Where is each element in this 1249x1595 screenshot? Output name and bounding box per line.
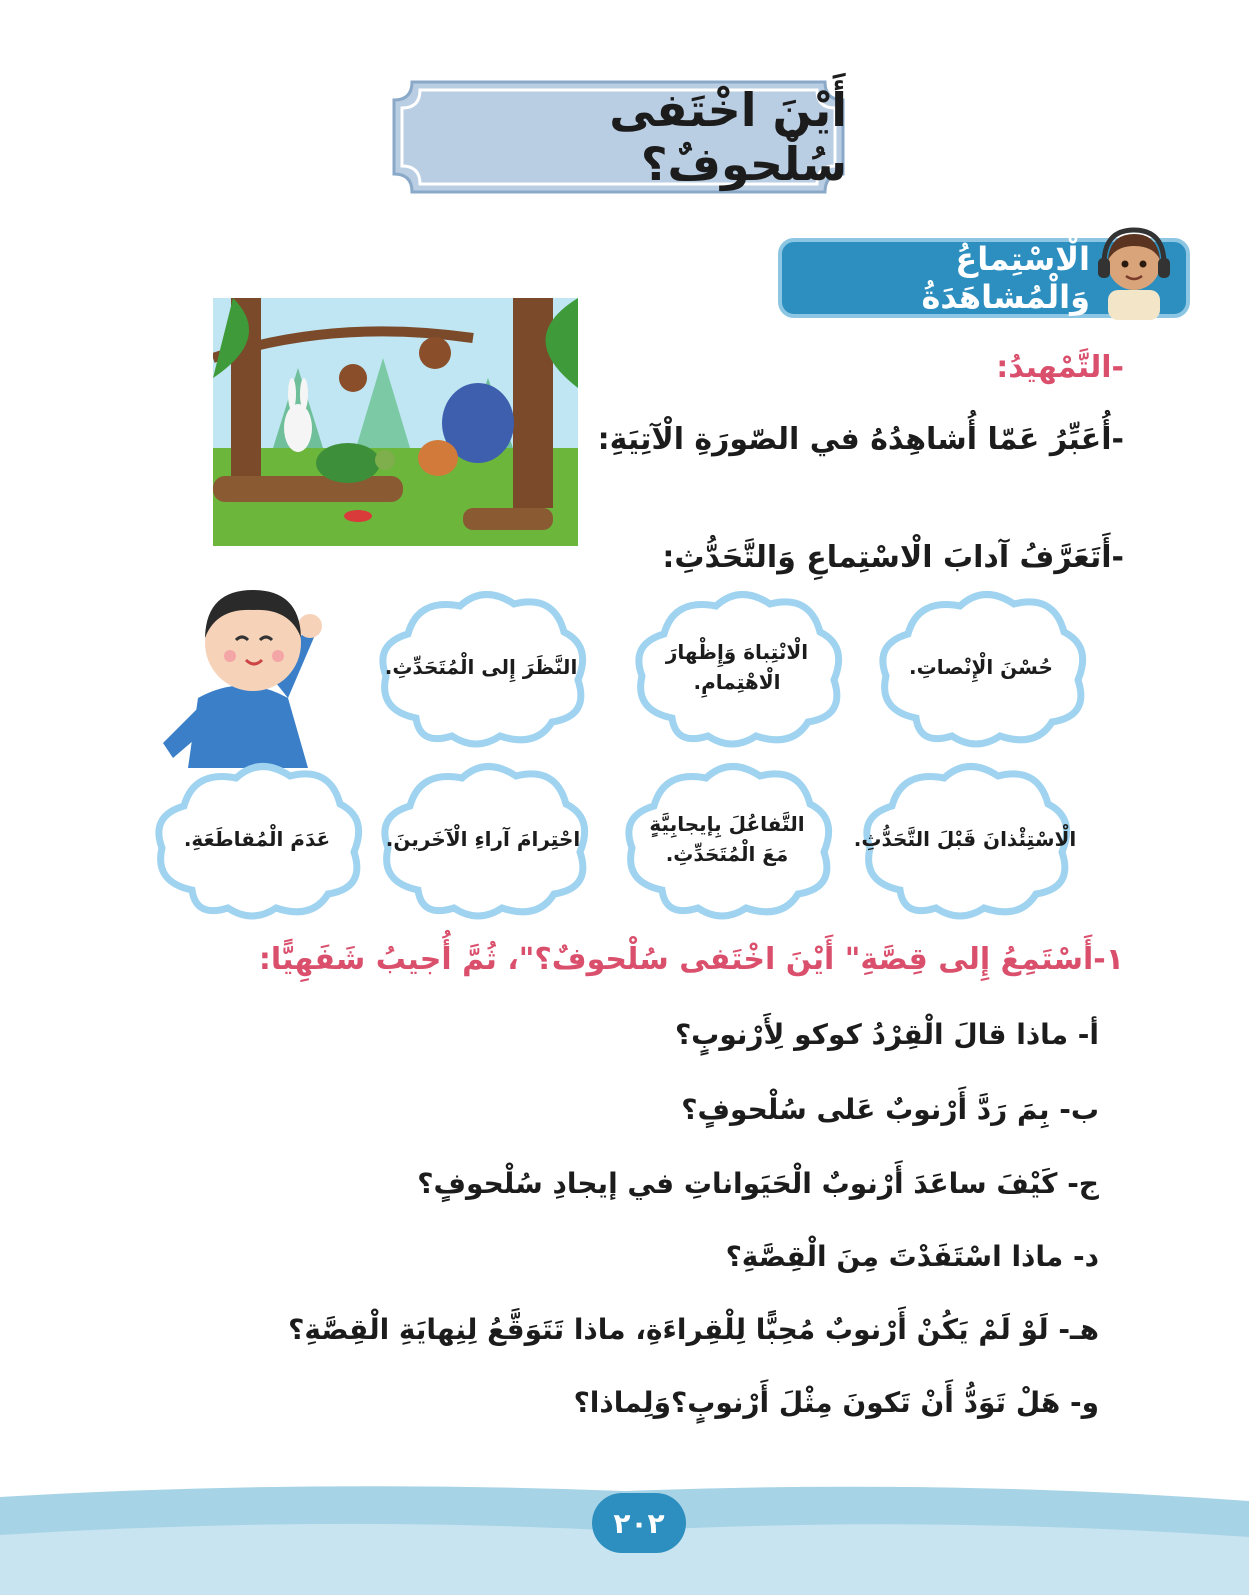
cloud-look-at-speaker <box>368 580 594 754</box>
question-item: د- ماذا اسْتَفَدْتَ مِنَ الْقِصَّةِ؟ <box>725 1240 1099 1273</box>
section-label: الْاسْتِماعُ وَالْمُشاهَدَةُ <box>921 240 1090 316</box>
question-heading: ١-أَسْتَمِعُ إِلى قِصَّةِ" أَيْنَ اخْتَفى سُلْحوفٌ؟"، ثُمَّ أُجيبُ شَفَهِيًّا: <box>258 942 1124 977</box>
cloud-text <box>614 752 840 926</box>
forest-animals-picture <box>213 298 578 546</box>
page-title: أَيْنَ اخْتَفى سُلْحوفٌ؟ <box>609 83 847 191</box>
intro-heading: -التَّمْهيدُ: <box>996 350 1124 385</box>
cloud-text: حُسْنَ الْإِنْصاتِ. <box>909 655 1053 679</box>
question-item: ب- بِمَ رَدَّ أَرْنوبٌ عَلى سُلْحوفٍ؟ <box>681 1093 1099 1126</box>
cloud-listening-well <box>868 580 1094 754</box>
cloud-text: احْتِرامَ آراءِ الْآخَرينَ. <box>385 827 581 851</box>
cloud-text: الْاسْتِئْذانَ قَبْلَ التَّحَدُّثِ. <box>853 827 1077 851</box>
cloud-text: النَّظَرَ إِلى الْمُتَحَدِّثِ. <box>384 655 578 679</box>
question-item: ج- كَيْفَ ساعَدَ أَرْنوبٌ الْحَيَواناتِ في إيجادِ سُلْحوفٍ؟ <box>417 1167 1099 1200</box>
question-item: هـ- لَوْ لَمْ يَكُنْ أَرْنوبٌ مُحِبًّا لِلْقِراءَةِ، ماذا تَتَوَقَّعُ لِنِهايَةِ الْقِصَّةِ؟ <box>288 1313 1099 1346</box>
cloud-text: عَدَمَ الْمُقاطَعَةِ. <box>183 827 331 851</box>
instruction-describe-picture: -أُعَبِّرُ عَمّا أُشاهِدُهُ في الصّورَةِ الْآتِيَةِ: <box>597 422 1124 457</box>
page-number: ٢٠٢ <box>613 1506 665 1540</box>
question-item: أ- ماذا قالَ الْقِرْدُ كوكو لِأَرْنوبٍ؟ <box>674 1018 1099 1051</box>
title-plaque <box>390 78 847 196</box>
cloud-text-line-1: التَّفاعُلَ بِإيجابِيَّةٍ <box>649 812 805 836</box>
cloud-positive-interaction <box>614 752 840 926</box>
cloud-ask-permission <box>852 752 1078 926</box>
cloud-attention <box>624 580 850 754</box>
instruction-etiquette: -أَتَعَرَّفُ آدابَ الْاسْتِماعِ وَالتَّحَدُّثِ: <box>662 540 1124 575</box>
cloud-respect-opinions <box>370 752 596 926</box>
boy-headphones-icon <box>1088 220 1180 320</box>
cloud-text: الْانْتِباهَ وَإِظْهارَ الْاهْتِمامِ. <box>665 640 809 694</box>
listening-boy-illustration <box>158 568 333 768</box>
section-badge <box>778 238 1190 318</box>
cloud-no-interrupting <box>144 752 370 926</box>
question-item: و- هَلْ تَوَدُّ أَنْ تَكونَ مِثْلَ أَرْنوبٍ؟وَلِماذا؟ <box>573 1386 1099 1419</box>
cloud-text-line-2: مَعَ الْمُتَحَدِّثِ. <box>665 842 789 866</box>
